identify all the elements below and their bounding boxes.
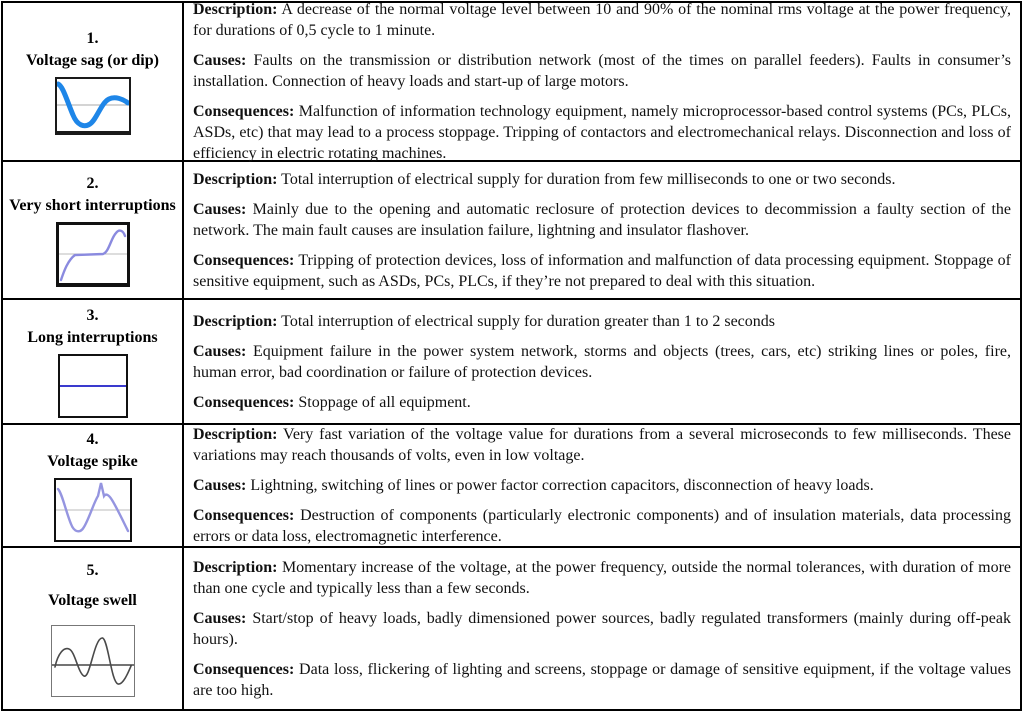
disturbance-name: Voltage sag (or dip) xyxy=(26,51,159,69)
section-text: Total interruption of electrical supply for duration from few milliseconds to one or two seconds. xyxy=(281,170,896,188)
consequences-paragraph xyxy=(193,659,1011,701)
consequences-paragraph xyxy=(193,250,1011,292)
section-text: Tripping of protection devices, loss of information and malfunction of data processing equipment. Stoppage of sensitive equipment, such as ASDs, PCs, PLCs, if they’re not prepared to deal with this situation. xyxy=(193,251,1011,290)
section-text: Malfunction of information technology equipment, namely microprocessor-based control systems (PCs, PLCs, ASDs, etc) that may lead to a process stoppage. Tripping of contactors and electromechanical relays. Disconnection and loss of efficiency in electric rotating machines. xyxy=(193,103,1012,162)
section-label: Description: xyxy=(193,1,278,18)
section-label: Consequences: xyxy=(193,393,295,411)
power-quality-table xyxy=(1,1,1022,711)
details-cell xyxy=(184,425,1020,546)
causes-paragraph xyxy=(193,341,1011,383)
causes-paragraph xyxy=(193,475,1011,496)
disturbance-number: 1. xyxy=(86,29,99,47)
very-short-interruption-waveform-icon xyxy=(59,225,127,283)
details-cell xyxy=(184,548,1020,709)
description-paragraph xyxy=(193,424,1011,466)
section-label: Causes: xyxy=(193,200,247,218)
section-text: Very fast variation of the voltage value for durations from a several microseconds to few milliseconds. These variations may reach thousands of volts, even in low voltage. xyxy=(193,426,1011,464)
table-row-voltage-sag xyxy=(3,3,1020,162)
section-label: Description: xyxy=(193,558,278,576)
table-row-voltage-swell xyxy=(3,548,1020,709)
disturbance-name: Very short interruptions xyxy=(9,196,176,214)
section-label: Description: xyxy=(193,312,278,330)
causes-paragraph xyxy=(193,50,1011,92)
section-label: Consequences: xyxy=(193,103,295,120)
long-interruption-waveform-icon xyxy=(60,356,126,416)
disturbance-name: Long interruptions xyxy=(27,328,158,346)
section-text: Equipment failure in the power system network, storms and objects (trees, cars, etc) striking lines or poles, fire, human error, bad coordination or failure of protection devices. xyxy=(193,342,1012,381)
section-text: Mainly due to the opening and automatic reclosure of protection devices to decommission a faulty section of the network. The main fault causes are insulation failure, lightning and insulator flashover. xyxy=(193,200,1011,239)
causes-paragraph xyxy=(193,199,1011,241)
section-label: Description: xyxy=(193,426,278,443)
table-row-long-interruptions xyxy=(3,300,1020,425)
table-row-very-short-interruptions xyxy=(3,162,1020,300)
description-paragraph xyxy=(193,557,1011,599)
section-label: Causes: xyxy=(193,609,247,627)
disturbance-number: 5. xyxy=(86,561,99,579)
consequences-paragraph xyxy=(193,101,1011,164)
disturbance-cell-voltage-sag xyxy=(3,3,184,160)
section-text: Lightning, switching of lines or power factor correction capacitors, disconnection of heavy loads. xyxy=(250,477,874,494)
voltage-swell-waveform-icon xyxy=(52,626,134,696)
section-text: Total interruption of electrical supply for duration greater than 1 to 2 seconds xyxy=(281,312,775,330)
consequences-paragraph xyxy=(193,392,1011,413)
section-label: Causes: xyxy=(193,477,247,494)
section-label: Description: xyxy=(193,170,278,188)
very-short-interruption-waveform-box xyxy=(56,222,130,287)
disturbance-cell-voltage-swell xyxy=(3,548,184,709)
details-cell xyxy=(184,3,1020,160)
disturbance-number: 2. xyxy=(86,174,99,192)
voltage-sag-waveform-icon xyxy=(57,79,129,131)
causes-paragraph xyxy=(193,608,1011,650)
section-text: Destruction of components (particularly electronic components) and of insulation materials, data processing errors or data loss, electromagnetic interference. xyxy=(193,507,1012,545)
disturbance-name: Voltage spike xyxy=(47,452,138,470)
section-label: Causes: xyxy=(193,52,247,69)
section-text: A decrease of the normal voltage level between 10 and 90% of the nominal rms voltage at the power frequency, for durations of 0,5 cycle to 1 minute. xyxy=(193,1,1011,39)
consequences-paragraph xyxy=(193,505,1011,547)
section-label: Causes: xyxy=(193,342,247,360)
description-paragraph xyxy=(193,0,1011,41)
details-cell xyxy=(184,300,1020,423)
disturbance-cell-very-short-interruptions xyxy=(3,162,184,298)
description-paragraph xyxy=(193,311,1011,332)
disturbance-number: 3. xyxy=(86,306,99,324)
voltage-spike-waveform-box xyxy=(54,478,132,542)
section-label: Consequences: xyxy=(193,507,295,524)
voltage-swell-waveform-box xyxy=(51,625,135,697)
section-label: Consequences: xyxy=(193,660,295,678)
section-text: Data loss, flickering of lighting and screens, stoppage or damage of sensitive equipment, if the voltage values are too high. xyxy=(193,660,1011,699)
disturbance-cell-voltage-spike xyxy=(3,425,184,546)
disturbance-name: Voltage swell xyxy=(48,591,137,609)
long-interruption-waveform-box xyxy=(58,354,128,418)
voltage-sag-waveform-box xyxy=(55,77,131,135)
section-text: Momentary increase of the voltage, at the power frequency, outside the normal tolerances, with duration of more than one cycle and typically less than a few seconds. xyxy=(193,558,1012,597)
description-paragraph xyxy=(193,169,1011,190)
section-label: Consequences: xyxy=(193,251,295,269)
details-cell xyxy=(184,162,1020,298)
disturbance-number: 4. xyxy=(86,430,99,448)
table-row-voltage-spike xyxy=(3,425,1020,548)
section-text: Faults on the transmission or distribution network (most of the times on parallel feeders). Faults in consumer’s installation. Connection of heavy loads and start-up of large motors. xyxy=(193,52,1012,90)
voltage-spike-waveform-icon xyxy=(56,480,130,540)
section-text: Start/stop of heavy loads, badly dimensioned power sources, badly regulated transformers (mainly during off-peak hours). xyxy=(193,609,1012,648)
section-text: Stoppage of all equipment. xyxy=(298,393,471,411)
disturbance-cell-long-interruptions xyxy=(3,300,184,423)
